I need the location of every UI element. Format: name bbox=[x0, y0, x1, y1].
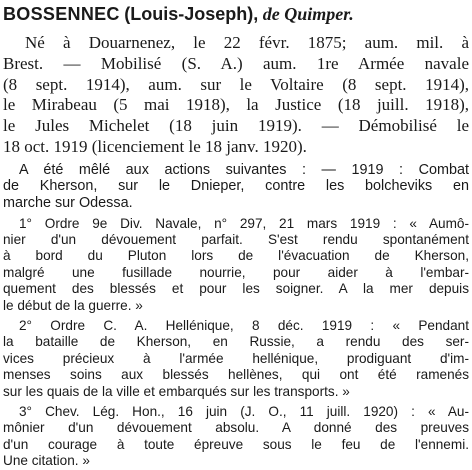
citation-line: 2° Ordre C. A. Hellénique, 8 déc. 1919 : « Pendant bbox=[19, 318, 469, 333]
citation-1 bbox=[3, 216, 469, 314]
citation-line: le début de la guerre. » bbox=[3, 297, 143, 313]
bio-line: (8 sept. 1914), aum. sur le Voltaire (8 sept. 1914), bbox=[3, 74, 469, 94]
citation-2 bbox=[3, 318, 469, 400]
biography-paragraph bbox=[3, 33, 469, 158]
bio-line: Né à Douarnenez, le 22 févr. 1875; aum. mil. à bbox=[25, 33, 469, 52]
actions-line: A été mêlé aux actions suivantes : — 1919 : Combat bbox=[19, 161, 469, 178]
citation-line: nier d'un dévouement parfait. S'est rendu spontanément bbox=[3, 231, 469, 247]
citation-line: Une citation. » bbox=[3, 453, 90, 469]
citation-line: malgré une fusillade nourrie, pour aider à l'embar- bbox=[3, 264, 469, 280]
citation-line: 1° Ordre 9e Div. Navale, n° 297, 21 mars 1919 : « Aumô- bbox=[19, 215, 469, 231]
bio-line: le Mirabeau (5 mai 1918), la Justice (18 juill. 1918), bbox=[3, 95, 469, 115]
citation-line: quement des blessés et pour les soigner. A la mer depuis bbox=[3, 281, 469, 297]
origin: de Quimper. bbox=[262, 4, 354, 24]
citation-line: sur les quais de la ville et embarqués sur les transports. » bbox=[3, 383, 350, 399]
citation-line: 3° Chev. Lég. Hon., 16 juin (J. O., 11 juill. 1920) : « Au- bbox=[19, 404, 469, 420]
surname: BOSSENNEC bbox=[3, 4, 120, 24]
entry-heading bbox=[3, 3, 469, 26]
bio-line: 18 oct. 1919 (licenciement le 18 janv. 1920). bbox=[3, 136, 307, 156]
bio-line: Brest. — Mobilisé (S. A.) aum. 1re Armée navale bbox=[3, 53, 469, 73]
citation-line: d'un courage à toute épreuve sous le feu de l'ennemi. bbox=[3, 436, 469, 452]
citation-line: la bataille de Kherson, en Russie, a rendu des ser- bbox=[3, 334, 469, 350]
actions-line: de Kherson, sur le Dnieper, contre les bolcheviks en bbox=[3, 178, 469, 195]
citation-line: à bord du Pluton lors de l'évacuation de Kherson, bbox=[3, 248, 469, 264]
citation-line: vices précieux à l'armée hellénique, prodiguant d'im- bbox=[3, 350, 469, 366]
citation-line: mônier d'un dévouement absolu. A donné des preuves bbox=[3, 420, 469, 436]
actions-line: marche sur Odessa. bbox=[3, 194, 133, 211]
citation-line: menses soins aux blessés hellènes, qui ont été ramenés bbox=[3, 367, 469, 383]
bio-line: le Jules Michelet (18 juin 1919). — Démobilisé le bbox=[3, 116, 469, 136]
given-names: (Louis-Joseph), bbox=[124, 4, 259, 24]
citation-3 bbox=[3, 404, 469, 470]
actions-paragraph bbox=[3, 162, 469, 212]
